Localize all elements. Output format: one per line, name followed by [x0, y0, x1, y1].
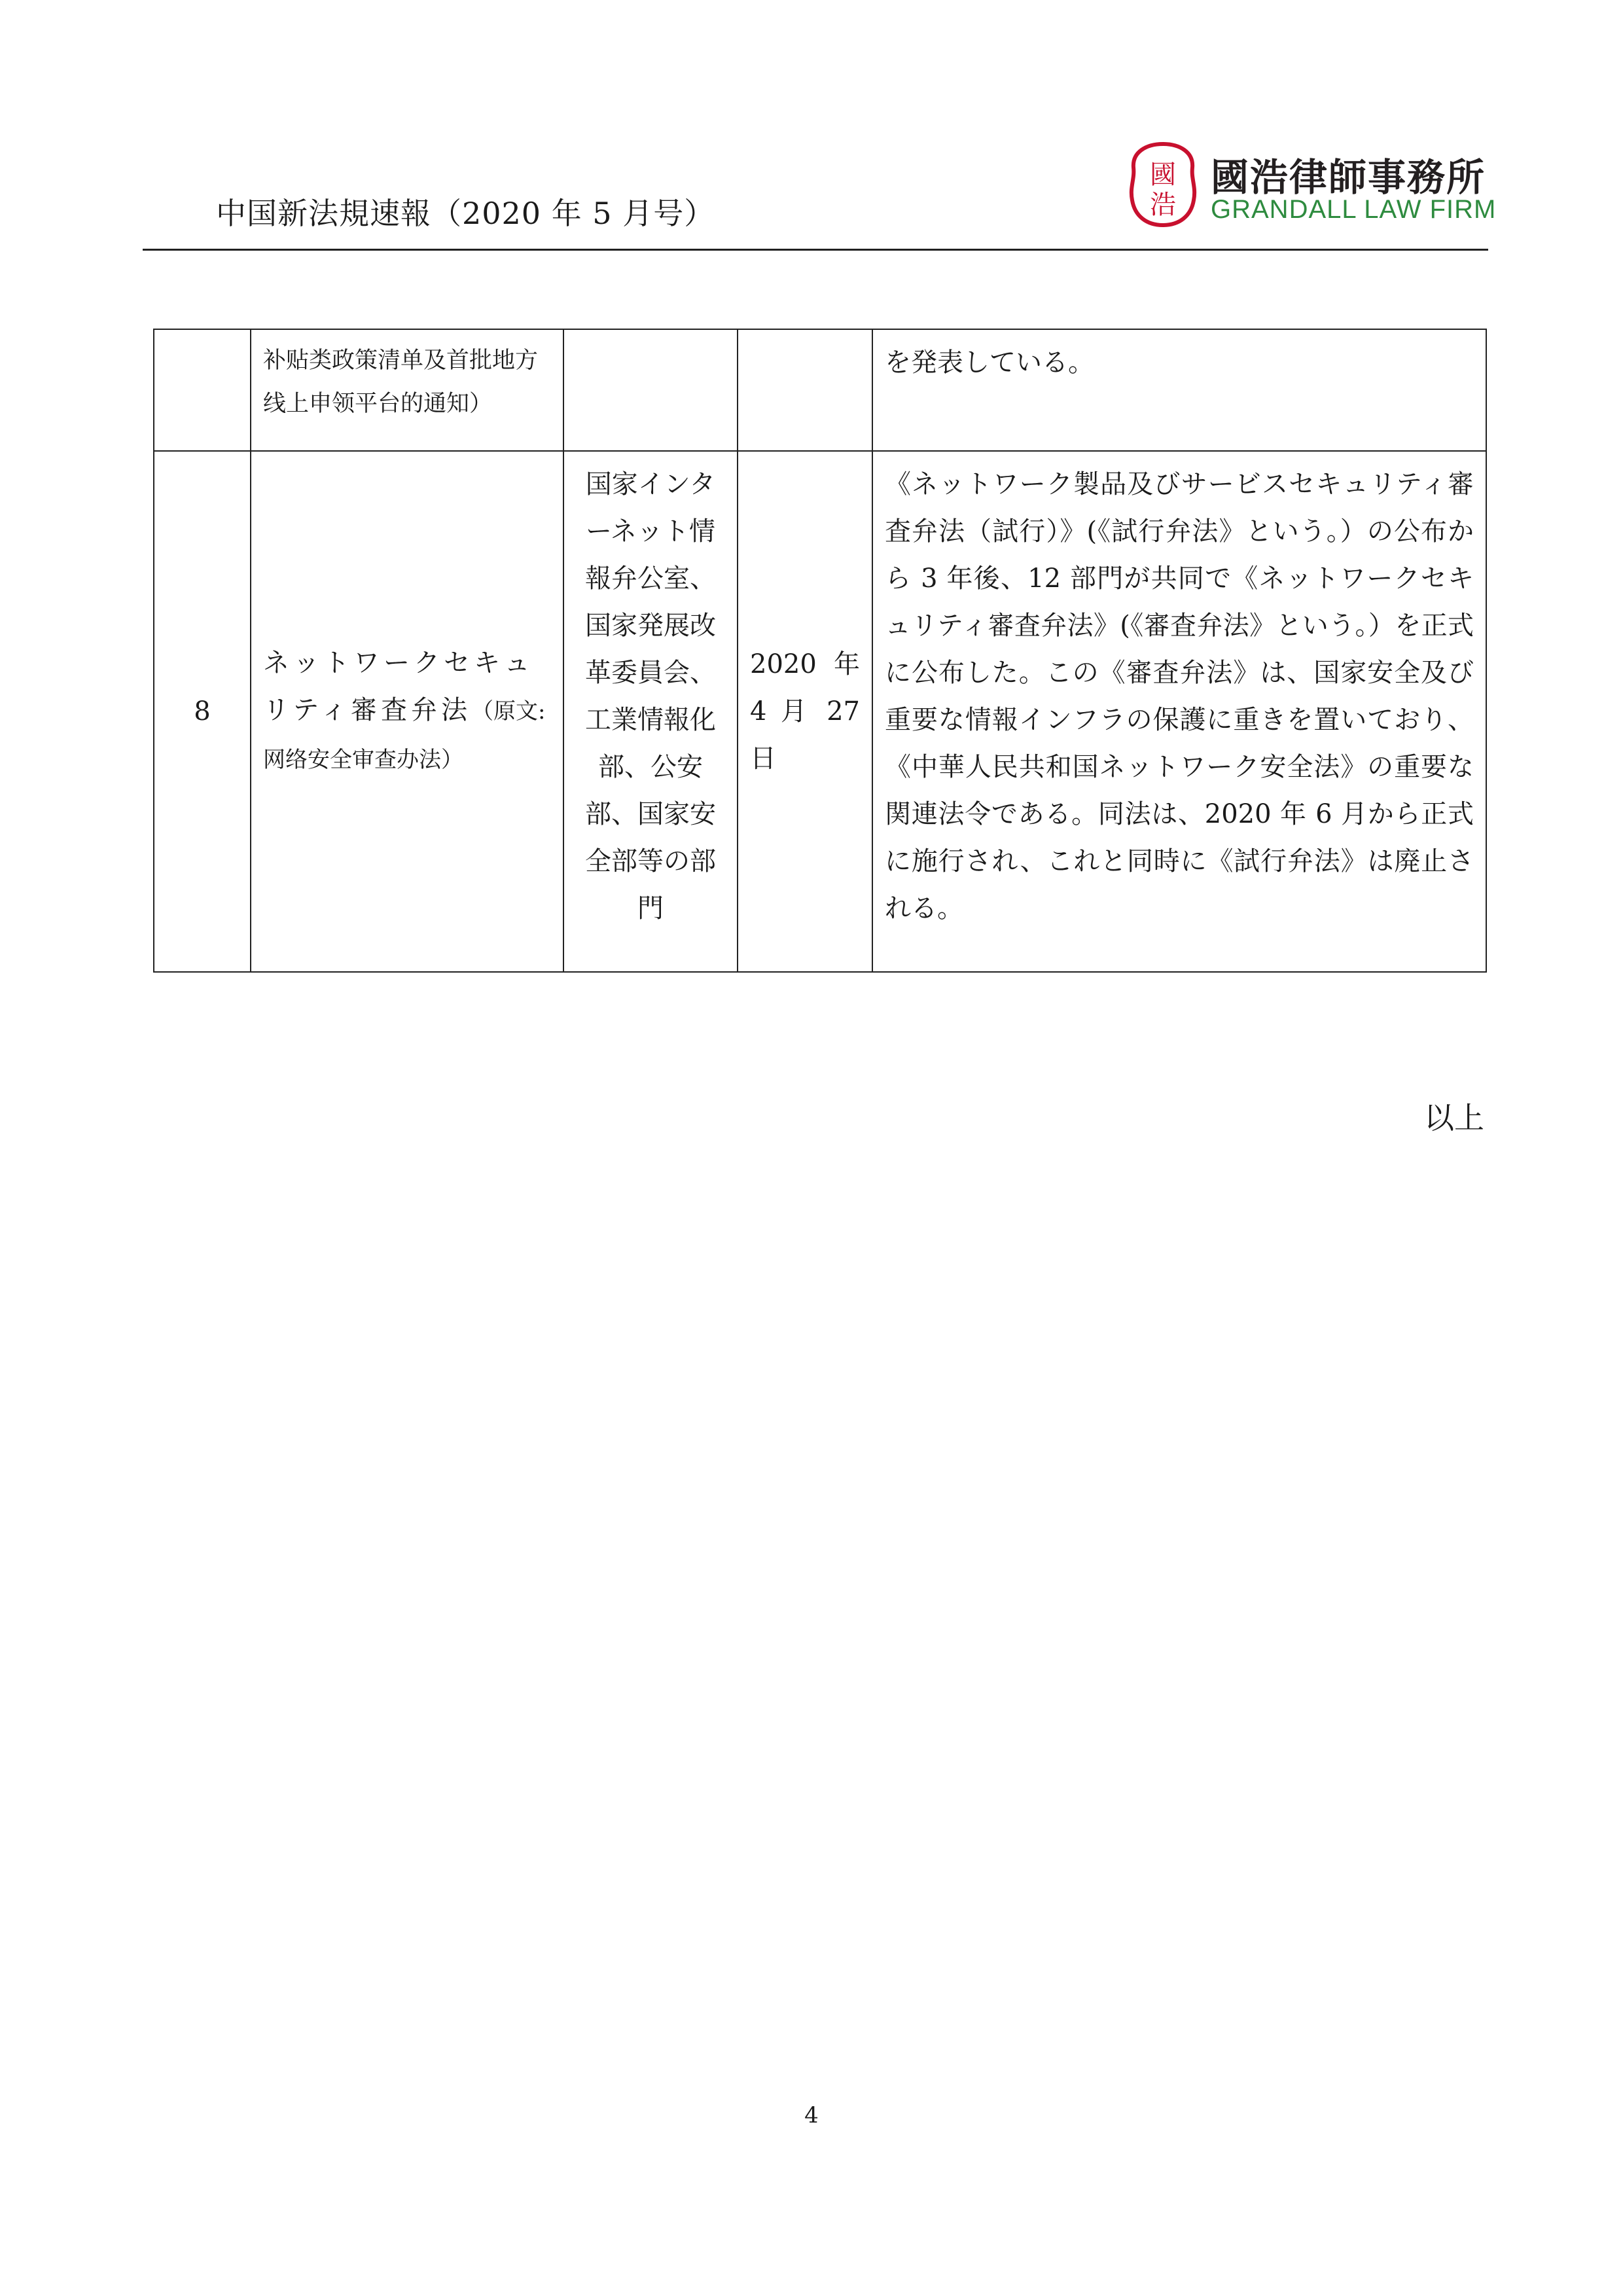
- cell-law-name: 补贴类政策清单及首批地方线上申领平台的通知）: [251, 329, 563, 451]
- cell-date: [738, 329, 872, 451]
- law-name-original: （原文: 网络安全审查办法）: [263, 698, 546, 773]
- closing-remark: 以上: [1424, 1100, 1484, 1136]
- logo-english-name: GRANDALL LAW FIRM: [1211, 195, 1497, 224]
- seal-icon: [1127, 140, 1199, 229]
- logo-chinese-name: 國浩律師事務所: [1211, 155, 1486, 200]
- cell-number: [154, 329, 251, 451]
- svg-text:國: 國: [1150, 160, 1176, 190]
- svg-text:浩: 浩: [1150, 190, 1176, 220]
- law-name-japanese: ネットワークセキュリティ審査弁法: [263, 648, 534, 725]
- cell-description: を発表している。: [872, 329, 1486, 451]
- law-table: [153, 329, 1487, 973]
- table-row: [154, 329, 1486, 451]
- cell-date: 2020 年 4 月 27 日: [738, 451, 872, 972]
- table-row: [154, 451, 1486, 972]
- cell-issuer: [563, 329, 738, 451]
- page-number: 4: [804, 2102, 819, 2128]
- page-header-title: 中国新法規速報（2020 年 5 月号）: [216, 196, 715, 231]
- cell-issuer: 国家インターネット情報弁公室、国家発展改革委員会、工業情報化部、公安部、国家安全部等の部門: [563, 451, 738, 972]
- firm-logo: [1127, 140, 1497, 232]
- cell-law-name: [251, 451, 563, 972]
- cell-description: 《ネットワーク製品及びサービスセキュリティ審査弁法（試行）》(《試行弁法》という。）の公布から 3 年後、12 部門が共同で《ネットワークセキュリティ審査弁法》(《審査弁法》という。）を正式に公布した。この《審査弁法》は、国家安全及び重要な情報インフラの保護に重きを置いており、《中華人民共和国ネットワーク安全法》の重要な関連法令である。同法は、2020 年 6 月から正式に施行され、これと同時に《試行弁法》は廃止される。: [872, 451, 1486, 972]
- header-divider: [143, 249, 1488, 251]
- cell-number: 8: [154, 451, 251, 972]
